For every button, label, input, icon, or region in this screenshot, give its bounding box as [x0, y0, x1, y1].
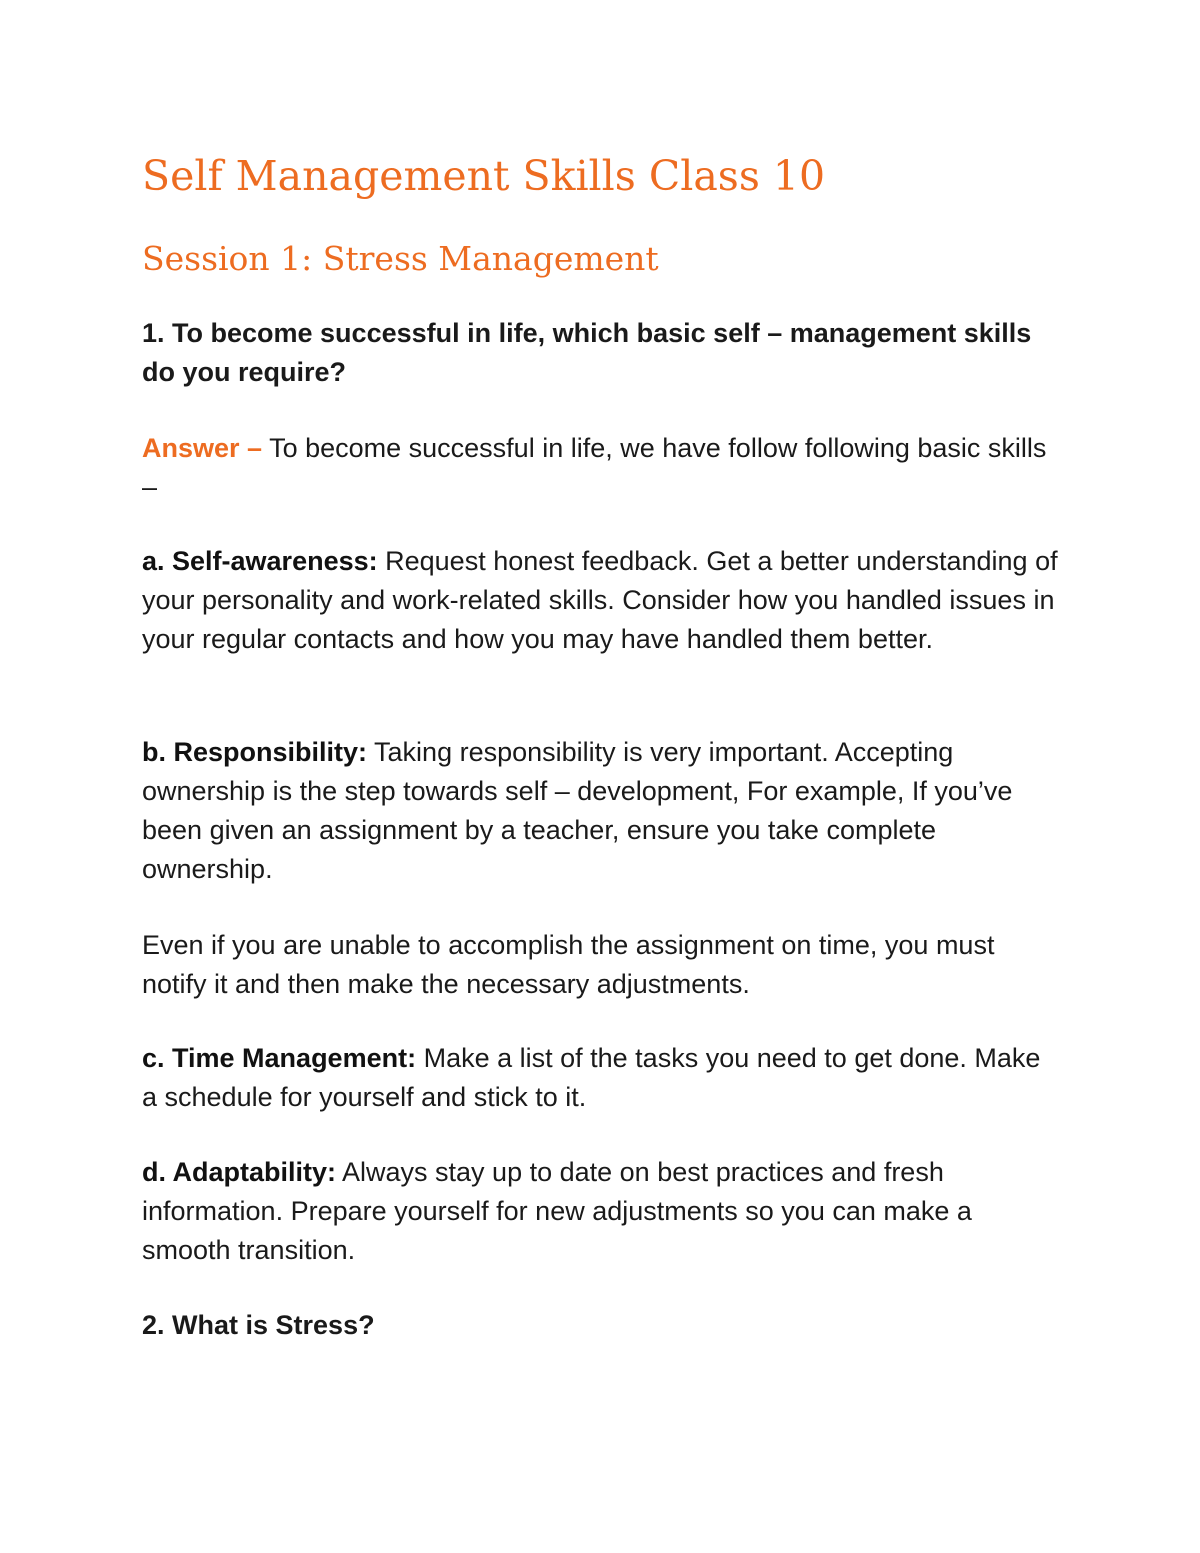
skill-text: Make a list of the tasks you need to get done. Make a schedule for yourself and stick to it.	[142, 1043, 1041, 1112]
skill-label: d. Adaptability:	[142, 1157, 336, 1187]
answer-paragraph	[142, 429, 1062, 507]
answer-label: Answer –	[142, 433, 263, 463]
skill-responsibility	[142, 733, 1062, 889]
question-1: 1. To become successful in life, which basic self – management skills do you require?	[142, 318, 1032, 387]
skill-text: Request honest feedback. Get a better understanding of your personality and work-related skills. Consider how you handled issues in your regular contacts and how you may have handled them better.	[142, 546, 1058, 654]
skill-text: Even if you are unable to accomplish the assignment on time, you must notify it and then make the necessary adjustments.	[142, 930, 995, 999]
skill-label: b. Responsibility:	[142, 737, 368, 767]
skill-label: a. Self-awareness:	[142, 546, 378, 576]
skill-label: c. Time Management:	[142, 1043, 417, 1073]
skill-adaptability	[142, 1153, 1062, 1270]
session-heading: Session 1: Stress Management	[142, 239, 659, 278]
skill-time-management	[142, 1039, 1062, 1117]
skill-self-awareness	[142, 542, 1062, 659]
question-2: 2. What is Stress?	[142, 1310, 375, 1340]
page-title: Self Management Skills Class 10	[142, 152, 826, 200]
answer-text: To become successful in life, we have follow following basic skills –	[142, 433, 1047, 502]
skill-text: Taking responsibility is very important. Accepting ownership is the step towards self – development, For example, If you’ve been given an assignment by a teacher, ensure you take complete ownership.	[142, 737, 1013, 884]
skill-text: Always stay up to date on best practices and fresh information. Prepare yourself for new adjustments so you can make a smooth transition.	[142, 1157, 972, 1265]
responsibility-note	[142, 926, 1062, 1004]
